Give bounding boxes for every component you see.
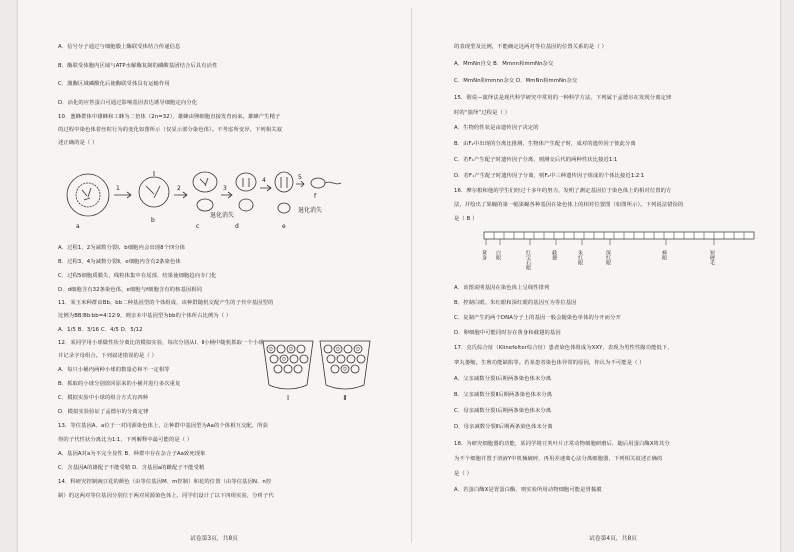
q15-stem-2: 时的“演绎”过程是（ ） — [454, 110, 511, 116]
q11-stem-2: 比例为BB∶Bb∶bb=4∶12∶9，则亲本中基因型为bb的个体所占比例为（ ） — [58, 313, 232, 319]
q10-option-d: D．d细胞含有32条染色体，e细胞与f细胞含有的核基因相同 — [58, 287, 203, 293]
q15-stem-1: 15．假说—演绎法是现代科学研究中常用的一种科学方法，下列属于孟德尔在发现分离定律 — [454, 95, 672, 101]
q16-stem-2: 法，并绘出了果蝇的第一幅果蝇各种基因在染色体上的相对位置图（如图所示）。下列说法错误的 — [454, 202, 684, 208]
q14-stem-3: 的表现型及比例，不能确定这两对等位基因的位置关系的是（ ） — [454, 44, 607, 50]
gene-label-yellow-body: 黄身 — [481, 250, 487, 260]
q18-stem-2: 为不个细胞并置于溶液Y中机械破碎，再用差速离心法分离细胞器，下列相关叙述正确的 — [454, 456, 663, 462]
ball-label: D — [269, 347, 273, 353]
bucket-label-2: Ⅱ — [343, 394, 347, 402]
q14-stem-1: 14．科研究控制豌豆花的颜色（由等位基因M、m控制）和花的位置（由等位基因N、n控 — [58, 479, 272, 485]
q16-option-d: D．卵细胞中可能同时存在黄身和截翅的基因 — [454, 330, 561, 336]
gene-label-vermilion-eye: 朱红眼 — [577, 250, 583, 265]
q18-stem-1: 18．为研究细胞器的功能，某同学将豆荚叶片正常动物细胞研磨后，随后用蛋白酶X将其分 — [454, 441, 670, 447]
ball-label: D — [289, 347, 293, 353]
q13-stem-1: 13．等位基因A、a位于一对同源染色体上，让种群中基因型为Aa的个体相互交配，所获 — [58, 423, 268, 429]
q12-option-c: C．模拟实验中小球的组合方式有四种 — [58, 395, 149, 401]
page-footer-right: 试卷第4页，共8页 — [589, 536, 637, 542]
fig-label-2: 2 — [177, 185, 181, 192]
q17-option-c: C．母亲减数分裂Ⅰ后期两条染色体未分离 — [454, 408, 552, 414]
gene-label-bar-eye: 棒眼 — [661, 250, 667, 260]
q12-stem-1: 12．某同学用小球做性状分离比的模拟实验，每次分别从Ⅰ、Ⅱ小桶中随机抓取一个小球 — [58, 340, 264, 346]
q10-option-b: B．过程3、4为减数分裂Ⅱ，e细胞内含有2条染色体 — [58, 259, 181, 265]
q9-option-d: D．活化的应答蛋白可通过影响基因表达诱导细胞定向分化 — [58, 100, 198, 106]
ball-label: D — [343, 367, 347, 373]
q12-option-a: A．每只小桶内两种小球的数量必和不一定相等 — [58, 367, 170, 373]
q15-option-d: D．若F₁产生配子时遗传因子分离，则F₂中三种遗传因子组成的个体比接近1∶2∶1 — [454, 173, 645, 179]
gene-label-cut-wing: 截翅 — [551, 250, 557, 260]
q16-stem-1: 16．摩尔根和他的学生们经过十多年的努力，发明了测定基因位于染色体上的相对位置的方 — [454, 188, 672, 194]
fig-label-b: b — [151, 217, 155, 224]
chromosome-gene-map — [454, 228, 774, 278]
gene-label-short-bristle: 短硬毛 — [709, 250, 715, 265]
fig-label-a: a — [76, 223, 80, 230]
gene-label-ruby-eye: 红宝石眼 — [525, 250, 531, 270]
ball-label: D — [336, 347, 340, 353]
q10-option-c: C．过程5细胞质膜失，线粒体集中在尾部，结果使细胞趋向专门化 — [58, 273, 217, 279]
q14-options-ab: A．MmNn自交 B．Mmnn和mmNn杂交 — [454, 61, 554, 67]
q9-option-b: B．酶联受体胞内区域与ATP水解酶复制的磷酸基团结合后具有活性 — [58, 63, 218, 69]
q17-stem-1: 17．克氏综合征（Klinefelter综合征）患者染色体组成为XXY，表现为男性性腺功能低下， — [454, 345, 673, 351]
q16-option-b: B．控制白眼、朱红眼和深红眼的基因互为等位基因 — [454, 300, 577, 306]
q9-option-a: A．信号分子通过与细胞膜上酶联受体结合传递信息 — [58, 44, 181, 50]
gene-label-white-eye: 白眼 — [495, 250, 501, 260]
exam-sheet — [18, 0, 780, 552]
q16-option-a: A．该图说明基因在染色体上呈线性排列 — [454, 285, 550, 291]
gene-label-carmine-eye: 深红眼 — [605, 250, 611, 265]
q18-option-a: A．若蛋白酶X是胃蛋白酶，则实验所用动物细胞可能是胃黏膜 — [454, 487, 602, 493]
fig-note-1: 退化消失 — [210, 212, 235, 219]
fig-label-5: 5 — [298, 174, 302, 181]
q16-option-c: C．复制产生的两个DNA分子上的基因一般会随染色单体的分开而分开 — [454, 315, 621, 321]
q17-option-d: D．母亲减数分裂Ⅱ后期两条染色体未分离 — [454, 424, 553, 430]
q13-options-cd: C．含基因A的雄配子不能受精 D．含基因a的雌配子不能受精 — [58, 465, 205, 471]
fig-label-c: c — [196, 223, 200, 230]
fig-label-e: e — [282, 223, 286, 230]
q12-option-d: D．模拟实验验证了孟德尔的分离定律 — [58, 409, 149, 415]
q9-option-c: C．激酶区域磷酸化后使酶联受体具有运输作用 — [58, 81, 170, 87]
page-divider — [411, 8, 412, 543]
fig-label-1: 1 — [116, 185, 120, 192]
q15-option-b: B．由F₂中出现的分离比推测，生物体产生配子时，成对的遗传因子彼此分离 — [454, 141, 636, 147]
fig-label-f: f — [314, 193, 317, 200]
q11-stem-1: 11．某玉米种群由Bb、bb二种基因型的个体组成，该种群随机交配产生的子代中基因型的 — [58, 300, 274, 306]
q16-stem-3: 是（ B ） — [454, 216, 478, 222]
q10-stem-3: 述正确的是（ ） — [58, 140, 98, 146]
q10-stem-1: 10．蜜蜂群体中雄蜂和工蜂为二倍体（2n=32），雄蜂由卵细胞直接发育而来。雄蜂产生精子 — [58, 114, 281, 120]
q10-stem-2: 的过程中染色体着丝粒行为的变化如图所示（仅显示部分染色体）。不考虑所变异，下列相关叙 — [58, 127, 283, 133]
q10-option-a: A．过程1、2为减数分裂Ⅰ，b细胞内会出现8个四分体 — [58, 245, 186, 251]
spermatogenesis-figure — [58, 150, 348, 242]
q14-options-cd: C．MmNn和mmnn杂交 D．MmNn和mmNn杂交 — [454, 78, 578, 84]
q14-stem-2: 制）的这两对等位基因分别位于两对同源染色体上，同学们设计了以下四组实验，分析子代 — [58, 493, 274, 499]
q12-stem-2: 并记录字母组合。下列叙述错误的是（ ） — [58, 353, 157, 359]
buckets-figure — [258, 335, 378, 403]
ball-label: D — [282, 357, 286, 363]
bucket-label-1: Ⅰ — [286, 394, 290, 402]
ball-label: D — [356, 347, 360, 353]
q17-option-b: B．父亲减数分裂Ⅱ后期两条染色体未分离 — [454, 392, 553, 398]
q11-options: A．1/5 B．3/16 C．4/5 D．5/12 — [58, 327, 143, 333]
q17-stem-2: 睾丸萎缩。生殖功能缺陷等。若某患者染色体异常的原因，你认为不可能是（ ） — [454, 360, 645, 366]
q13-options-ab: A．基因A对a为不完全显性 B．种群中存在杂合子Aa致死现象 — [58, 451, 206, 457]
fig-label-3: 3 — [223, 185, 227, 192]
fig-label-4: 4 — [262, 177, 266, 184]
exam-page-3 — [18, 0, 408, 552]
q12-option-b: B．抓取的小球分别放回原来的小桶并进行多次重复 — [58, 381, 181, 387]
q18-stem-3: 是（ ） — [454, 471, 472, 477]
q15-option-a: A．生物的性状是由遗传因子决定的 — [454, 125, 539, 131]
fig-note-2: 退化消失 — [298, 207, 323, 214]
exam-page-4 — [414, 0, 776, 552]
q17-option-a: A．父亲减数分裂Ⅰ后期两条染色体未分离 — [454, 376, 552, 382]
q13-stem-2: 得的子代性状分离比为1∶1，下列解释中最可能的是（ ） — [58, 437, 193, 443]
page-footer-left: 试卷第3页，共8页 — [190, 536, 238, 542]
fig-label-d: d — [235, 223, 239, 230]
q15-option-c: C．若F₁产生配子时遗传因子分离，则测交后代的两种性状比接近1∶1 — [454, 157, 618, 163]
